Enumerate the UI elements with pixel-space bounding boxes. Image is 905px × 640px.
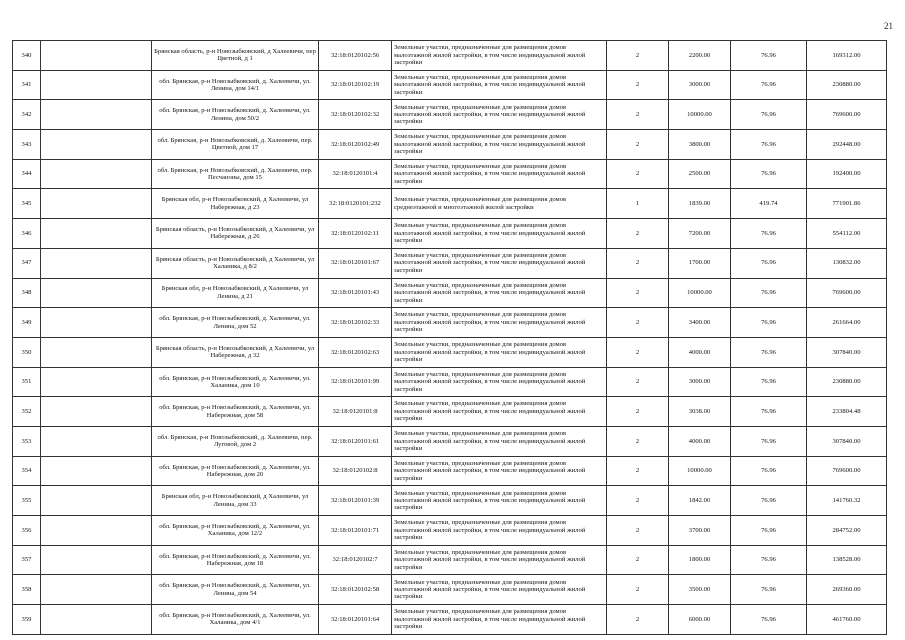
specific-value-cell: 76.96 [731, 397, 807, 427]
cadastral-value-cell: 169312.00 [807, 41, 887, 71]
address-cell: обл. Брянская, р-н Новозыбковский, д. Халеевичи, ул. Набережная, дом 20 [152, 456, 319, 486]
cadastral-value-cell: 769600.00 [807, 456, 887, 486]
group-cell: 2 [607, 337, 669, 367]
cadastral-value-cell: 138528.00 [807, 545, 887, 575]
cadastral-number-cell: 32:18:0120101:8 [319, 397, 392, 427]
cadastral-number-cell: 32:18:0120101:43 [319, 278, 392, 308]
cadastral-value-cell: 261664.00 [807, 308, 887, 338]
cadastral-value-cell: 230880.00 [807, 70, 887, 100]
table-row [13, 159, 887, 189]
blank-cell [41, 456, 152, 486]
row-number: 345 [13, 189, 41, 219]
table-row [13, 605, 887, 635]
row-number: 346 [13, 219, 41, 249]
land-use-cell: Земельные участки, предназначенные для размещения домов малоэтажной жилой застройки, в том числе индивидуальной жилой застройки [392, 486, 607, 516]
area-cell: 3038.00 [669, 397, 731, 427]
row-number: 359 [13, 605, 41, 635]
address-cell: обл. Брянская, р-н Новозыбковский, д. Халеевичи, ул. Халаника, дом 12/2 [152, 516, 319, 546]
cadastral-value-cell: 771901.86 [807, 189, 887, 219]
page-number: 21 [884, 21, 893, 31]
cadastral-value-cell: 230880.00 [807, 367, 887, 397]
area-cell: 2200.00 [669, 41, 731, 71]
cadastral-value-cell: 233804.48 [807, 397, 887, 427]
row-number: 358 [13, 575, 41, 605]
specific-value-cell: 76.96 [731, 70, 807, 100]
specific-value-cell: 76.96 [731, 159, 807, 189]
table-row [13, 545, 887, 575]
land-use-cell: Земельные участки, предназначенные для размещения домов малоэтажной жилой застройки, в том числе индивидуальной жилой застройки [392, 41, 607, 71]
land-use-cell: Земельные участки, предназначенные для размещения домов среднеэтажной и многоэтажной жилой застройки [392, 189, 607, 219]
blank-cell [41, 130, 152, 160]
blank-cell [41, 516, 152, 546]
row-number: 341 [13, 70, 41, 100]
area-cell: 3800.00 [669, 130, 731, 160]
address-cell: обл. Брянская, р-н Новозыбковский, д. Халеевичи, ул. Набережная, дом 18 [152, 545, 319, 575]
group-cell: 2 [607, 516, 669, 546]
specific-value-cell: 76.96 [731, 545, 807, 575]
specific-value-cell: 419.74 [731, 189, 807, 219]
area-cell: 4000.00 [669, 426, 731, 456]
blank-cell [41, 545, 152, 575]
specific-value-cell: 76.96 [731, 456, 807, 486]
group-cell: 2 [607, 486, 669, 516]
group-cell: 2 [607, 41, 669, 71]
area-cell: 1842.00 [669, 486, 731, 516]
cadastral-number-cell: 32:18:0120101:4 [319, 159, 392, 189]
land-use-cell: Земельные участки, предназначенные для размещения домов малоэтажной жилой застройки, в том числе индивидуальной жилой застройки [392, 248, 607, 278]
table-row [13, 41, 887, 71]
group-cell: 2 [607, 397, 669, 427]
group-cell: 2 [607, 308, 669, 338]
table-row [13, 575, 887, 605]
cadastral-value-cell: 130832.00 [807, 248, 887, 278]
land-use-cell: Земельные участки, предназначенные для размещения домов малоэтажной жилой застройки, в том числе индивидуальной жилой застройки [392, 278, 607, 308]
address-cell: Брянская область, р-н Новозыбковский, д Халеевичи, ул Халаника, д 8/2 [152, 248, 319, 278]
blank-cell [41, 100, 152, 130]
cadastral-value-cell: 284752.00 [807, 516, 887, 546]
cadastral-value-cell: 307840.00 [807, 426, 887, 456]
cadastral-number-cell: 32:18:0120102:56 [319, 41, 392, 71]
table-row [13, 367, 887, 397]
group-cell: 2 [607, 605, 669, 635]
land-use-cell: Земельные участки, предназначенные для размещения домов малоэтажной жилой застройки, в том числе индивидуальной жилой застройки [392, 575, 607, 605]
specific-value-cell: 76.96 [731, 278, 807, 308]
blank-cell [41, 426, 152, 456]
cadastral-number-cell: 32:18:0120101:232 [319, 189, 392, 219]
address-cell: обл. Брянская, р-н Новозыбковский, д. Халеевичи, ул. Ленина, дом 54 [152, 575, 319, 605]
specific-value-cell: 76.96 [731, 575, 807, 605]
group-cell: 2 [607, 575, 669, 605]
blank-cell [41, 278, 152, 308]
specific-value-cell: 76.96 [731, 605, 807, 635]
cadastral-number-cell: 32:18:0120102:19 [319, 70, 392, 100]
cadastral-value-cell: 769600.00 [807, 278, 887, 308]
cadastral-value-cell: 307840.00 [807, 337, 887, 367]
group-cell: 2 [607, 278, 669, 308]
area-cell: 1700.00 [669, 248, 731, 278]
cadastral-value-cell: 769600.00 [807, 100, 887, 130]
address-cell: обл. Брянская, р-н Новозыбковский, д. Халеевичи, пер. Цветной, дом 17 [152, 130, 319, 160]
area-cell: 3000.00 [669, 70, 731, 100]
cadastral-number-cell: 32:18:0120101:67 [319, 248, 392, 278]
specific-value-cell: 76.96 [731, 41, 807, 71]
address-cell: Брянская область, р-н Новозыбковский, д Халеевичи, ул Набережная, д 26 [152, 219, 319, 249]
land-use-cell: Земельные участки, предназначенные для размещения домов малоэтажной жилой застройки, в том числе индивидуальной жилой застройки [392, 367, 607, 397]
blank-cell [41, 219, 152, 249]
address-cell: Брянская обл, р-н Новозыбковский, д Халеевичи, ул Набережная, д 23 [152, 189, 319, 219]
row-number: 342 [13, 100, 41, 130]
cadastral-number-cell: 32:18:0120102:11 [319, 219, 392, 249]
address-cell: Брянская область, р-н Новозыбковский, д Халеевичи, пер Цветной, д 1 [152, 41, 319, 71]
address-cell: Брянская обл, р-н Новозыбковский, д Халеевичи, ул Ленина, дом 33 [152, 486, 319, 516]
blank-cell [41, 486, 152, 516]
specific-value-cell: 76.96 [731, 308, 807, 338]
group-cell: 2 [607, 456, 669, 486]
area-cell: 3400.00 [669, 308, 731, 338]
area-cell: 7200.00 [669, 219, 731, 249]
area-cell: 4000.00 [669, 337, 731, 367]
area-cell: 2500.00 [669, 159, 731, 189]
table-row [13, 189, 887, 219]
table-row [13, 486, 887, 516]
table-row [13, 397, 887, 427]
specific-value-cell: 76.96 [731, 367, 807, 397]
land-use-cell: Земельные участки, предназначенные для размещения домов малоэтажной жилой застройки, в том числе индивидуальной жилой застройки [392, 130, 607, 160]
table-row [13, 426, 887, 456]
specific-value-cell: 76.96 [731, 337, 807, 367]
specific-value-cell: 76.96 [731, 130, 807, 160]
table-row [13, 456, 887, 486]
table-row [13, 308, 887, 338]
group-cell: 2 [607, 545, 669, 575]
blank-cell [41, 70, 152, 100]
land-use-cell: Земельные участки, предназначенные для размещения домов малоэтажной жилой застройки, в том числе индивидуальной жилой застройки [392, 397, 607, 427]
group-cell: 2 [607, 248, 669, 278]
row-number: 344 [13, 159, 41, 189]
cadastral-value-cell: 192400.00 [807, 159, 887, 189]
table-row [13, 248, 887, 278]
address-cell: Брянская область, р-н Новозыбковский, д Халеевичи, ул Набережная, д 32 [152, 337, 319, 367]
blank-cell [41, 308, 152, 338]
specific-value-cell: 76.96 [731, 100, 807, 130]
row-number: 357 [13, 545, 41, 575]
row-number: 355 [13, 486, 41, 516]
table-body [13, 41, 887, 635]
group-cell: 2 [607, 426, 669, 456]
blank-cell [41, 159, 152, 189]
land-use-cell: Земельные участки, предназначенные для размещения домов малоэтажной жилой застройки, в том числе индивидуальной жилой застройки [392, 100, 607, 130]
specific-value-cell: 76.96 [731, 219, 807, 249]
land-use-cell: Земельные участки, предназначенные для размещения домов малоэтажной жилой застройки, в том числе индивидуальной жилой застройки [392, 426, 607, 456]
address-cell: Брянская обл, р-н Новозыбковский, д Халеевичи, ул Ленина, д 21 [152, 278, 319, 308]
cadastral-number-cell: 32:18:0120101:61 [319, 426, 392, 456]
table-row [13, 100, 887, 130]
area-cell: 6000.00 [669, 605, 731, 635]
cadastral-number-cell: 32:18:0120101:71 [319, 516, 392, 546]
cadastral-number-cell: 32:18:0120102:8 [319, 456, 392, 486]
table-row [13, 130, 887, 160]
specific-value-cell: 76.96 [731, 486, 807, 516]
cadastral-number-cell: 32:18:0120102:49 [319, 130, 392, 160]
address-cell: обл. Брянская, р-н Новозыбковский, д. Халеевичи, ул. Халаника, дом 4/1 [152, 605, 319, 635]
land-use-cell: Земельные участки, предназначенные для размещения домов малоэтажной жилой застройки, в том числе индивидуальной жилой застройки [392, 337, 607, 367]
row-number: 347 [13, 248, 41, 278]
address-cell: обл. Брянская, р-н Новозыбковский, д. Халеевичи, пер. Песчаноны, дом 15 [152, 159, 319, 189]
group-cell: 2 [607, 367, 669, 397]
cadastral-number-cell: 32:18:0120101:39 [319, 486, 392, 516]
blank-cell [41, 397, 152, 427]
land-use-cell: Земельные участки, предназначенные для размещения домов малоэтажной жилой застройки, в том числе индивидуальной жилой застройки [392, 159, 607, 189]
row-number: 350 [13, 337, 41, 367]
group-cell: 2 [607, 219, 669, 249]
table-row [13, 278, 887, 308]
row-number: 354 [13, 456, 41, 486]
land-use-cell: Земельные участки, предназначенные для размещения домов малоэтажной жилой застройки, в том числе индивидуальной жилой застройки [392, 605, 607, 635]
cadastral-number-cell: 32:18:0120101:99 [319, 367, 392, 397]
table-row [13, 70, 887, 100]
cadastral-number-cell: 32:18:0120102:33 [319, 308, 392, 338]
area-cell: 1839.00 [669, 189, 731, 219]
land-use-cell: Земельные участки, предназначенные для размещения домов малоэтажной жилой застройки, в том числе индивидуальной жилой застройки [392, 219, 607, 249]
table-row [13, 219, 887, 249]
table-row [13, 337, 887, 367]
cadastral-value-cell: 141760.32 [807, 486, 887, 516]
table-row [13, 516, 887, 546]
row-number: 340 [13, 41, 41, 71]
group-cell: 2 [607, 130, 669, 160]
area-cell: 10000.00 [669, 278, 731, 308]
cadastral-value-cell: 554112.00 [807, 219, 887, 249]
address-cell: обл. Брянская, р-н Новозыбковский, д. Халеевичи, пер. Луговой, дом 2 [152, 426, 319, 456]
cadastral-value-cell: 461760.00 [807, 605, 887, 635]
land-use-cell: Земельные участки, предназначенные для размещения домов малоэтажной жилой застройки, в том числе индивидуальной жилой застройки [392, 456, 607, 486]
blank-cell [41, 605, 152, 635]
land-use-cell: Земельные участки, предназначенные для размещения домов малоэтажной жилой застройки, в том числе индивидуальной жилой застройки [392, 545, 607, 575]
specific-value-cell: 76.96 [731, 426, 807, 456]
row-number: 356 [13, 516, 41, 546]
area-cell: 1800.00 [669, 545, 731, 575]
blank-cell [41, 41, 152, 71]
cadastral-value-cell: 292448.00 [807, 130, 887, 160]
address-cell: обл. Брянская, р-н Новозыбковский, д. Халеевичи, ул. Ленина, дом 14/1 [152, 70, 319, 100]
row-number: 353 [13, 426, 41, 456]
cadastral-number-cell: 32:18:0120102:58 [319, 575, 392, 605]
blank-cell [41, 575, 152, 605]
blank-cell [41, 337, 152, 367]
specific-value-cell: 76.96 [731, 516, 807, 546]
area-cell: 3000.00 [669, 367, 731, 397]
address-cell: обл. Брянская, р-н Новозыбковский, д. Халеевичи, ул. Ленина, дом 50/2 [152, 100, 319, 130]
group-cell: 2 [607, 100, 669, 130]
blank-cell [41, 189, 152, 219]
land-use-cell: Земельные участки, предназначенные для размещения домов малоэтажной жилой застройки, в том числе индивидуальной жилой застройки [392, 308, 607, 338]
cadastral-number-cell: 32:18:0120102:32 [319, 100, 392, 130]
row-number: 348 [13, 278, 41, 308]
cadastral-value-cell: 269360.00 [807, 575, 887, 605]
land-use-cell: Земельные участки, предназначенные для размещения домов малоэтажной жилой застройки, в том числе индивидуальной жилой застройки [392, 70, 607, 100]
address-cell: обл. Брянская, р-н Новозыбковский, д. Халеевичи, ул. Ленина, дом 52 [152, 308, 319, 338]
address-cell: обл. Брянская, р-н Новозыбковский, д. Халеевичи, ул. Набережная, дом 58 [152, 397, 319, 427]
cadastral-number-cell: 32:18:0120102:63 [319, 337, 392, 367]
group-cell: 2 [607, 159, 669, 189]
row-number: 351 [13, 367, 41, 397]
area-cell: 10000.00 [669, 456, 731, 486]
row-number: 352 [13, 397, 41, 427]
specific-value-cell: 76.96 [731, 248, 807, 278]
group-cell: 2 [607, 70, 669, 100]
row-number: 343 [13, 130, 41, 160]
group-cell: 1 [607, 189, 669, 219]
blank-cell [41, 367, 152, 397]
cadastral-number-cell: 32:18:0120101:64 [319, 605, 392, 635]
row-number: 349 [13, 308, 41, 338]
blank-cell [41, 248, 152, 278]
area-cell: 3500.00 [669, 575, 731, 605]
cadastral-number-cell: 32:18:0120102:7 [319, 545, 392, 575]
area-cell: 10000.00 [669, 100, 731, 130]
area-cell: 3700.00 [669, 516, 731, 546]
address-cell: обл. Брянская, р-н Новозыбковский, д. Халеевичи, ул. Халаника, дом 10 [152, 367, 319, 397]
cadastral-value-table [12, 40, 887, 635]
land-use-cell: Земельные участки, предназначенные для размещения домов малоэтажной жилой застройки, в том числе индивидуальной жилой застройки [392, 516, 607, 546]
